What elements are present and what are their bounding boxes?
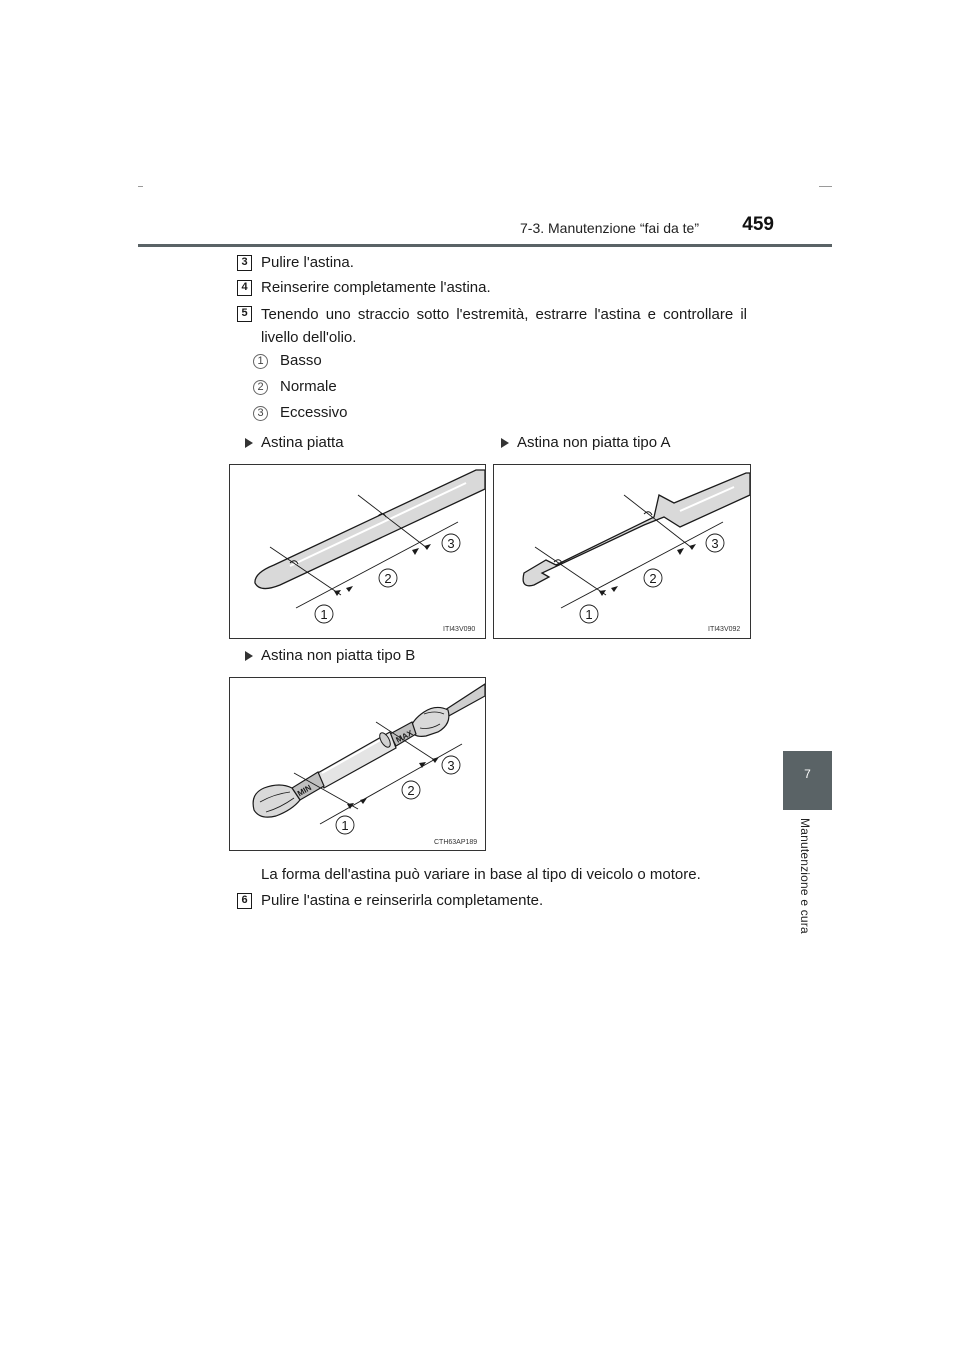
figure-marker: 3	[711, 536, 719, 551]
chapter-number: 7	[804, 767, 811, 781]
level-number-2: 2	[253, 380, 268, 395]
level-number-3: 3	[253, 406, 268, 421]
section-title: 7-3. Manutenzione “fai da te”	[520, 220, 699, 236]
dipstick-label: MIN	[295, 783, 314, 799]
caption-dipstick-type-b: Astina non piatta tipo B	[261, 647, 416, 664]
step-text-6: Pulire l'astina e reinserirla completamente.	[261, 892, 544, 909]
figure-marker: 2	[407, 783, 415, 798]
figure-flat-dipstick	[229, 464, 486, 639]
note-text: La forma dell'astina può variare in base al tipo di veicolo o motore.	[261, 866, 701, 883]
dipstick-type-b-illustration	[230, 678, 485, 850]
figure-code: CTH63AP189	[434, 839, 478, 846]
dipstick-type-a-illustration	[494, 465, 750, 638]
caption-dipstick-type-a: Astina non piatta tipo A	[517, 434, 671, 451]
figure-marker: 2	[384, 571, 392, 586]
crop-mark-right	[819, 186, 832, 187]
step-badge-3: 3	[237, 255, 252, 271]
step-text-5: Tenendo uno straccio sotto l'estremità, estrarre l'astina e controllare il livello dell'olio.	[261, 306, 747, 346]
figure-marker: 1	[320, 607, 328, 622]
step-text-3: Pulire l'astina.	[261, 254, 354, 271]
figure-dipstick-type-b	[229, 677, 486, 851]
header-rule	[138, 244, 832, 247]
level-label-normal: Normale	[280, 378, 337, 395]
level-label-excessive: Eccessivo	[280, 404, 348, 421]
triangle-bullet-icon	[501, 438, 509, 448]
flat-dipstick-illustration	[230, 465, 485, 638]
figure-marker: 3	[447, 758, 455, 773]
step-text-4: Reinserire completamente l'astina.	[261, 279, 491, 296]
figure-marker: 1	[585, 607, 593, 622]
level-label-low: Basso	[280, 352, 322, 369]
step-badge-6: 6	[237, 893, 252, 909]
dipstick-label: MAX	[394, 728, 415, 745]
caption-flat-dipstick: Astina piatta	[261, 434, 344, 451]
triangle-bullet-icon	[245, 438, 253, 448]
step-badge-5: 5	[237, 306, 252, 322]
figure-code: ITI43V090	[443, 626, 476, 633]
step-badge-4: 4	[237, 280, 252, 296]
figure-marker: 3	[447, 536, 455, 551]
figure-dipstick-type-a	[493, 464, 751, 639]
chapter-title: Manutenzione e cura	[798, 818, 812, 934]
level-number-1: 1	[253, 354, 268, 369]
figure-code: ITI43V092	[708, 626, 741, 633]
page-number: 459	[742, 214, 774, 235]
triangle-bullet-icon	[245, 651, 253, 661]
figure-marker: 1	[341, 818, 349, 833]
crop-mark-left	[138, 186, 143, 187]
figure-marker: 2	[649, 571, 657, 586]
